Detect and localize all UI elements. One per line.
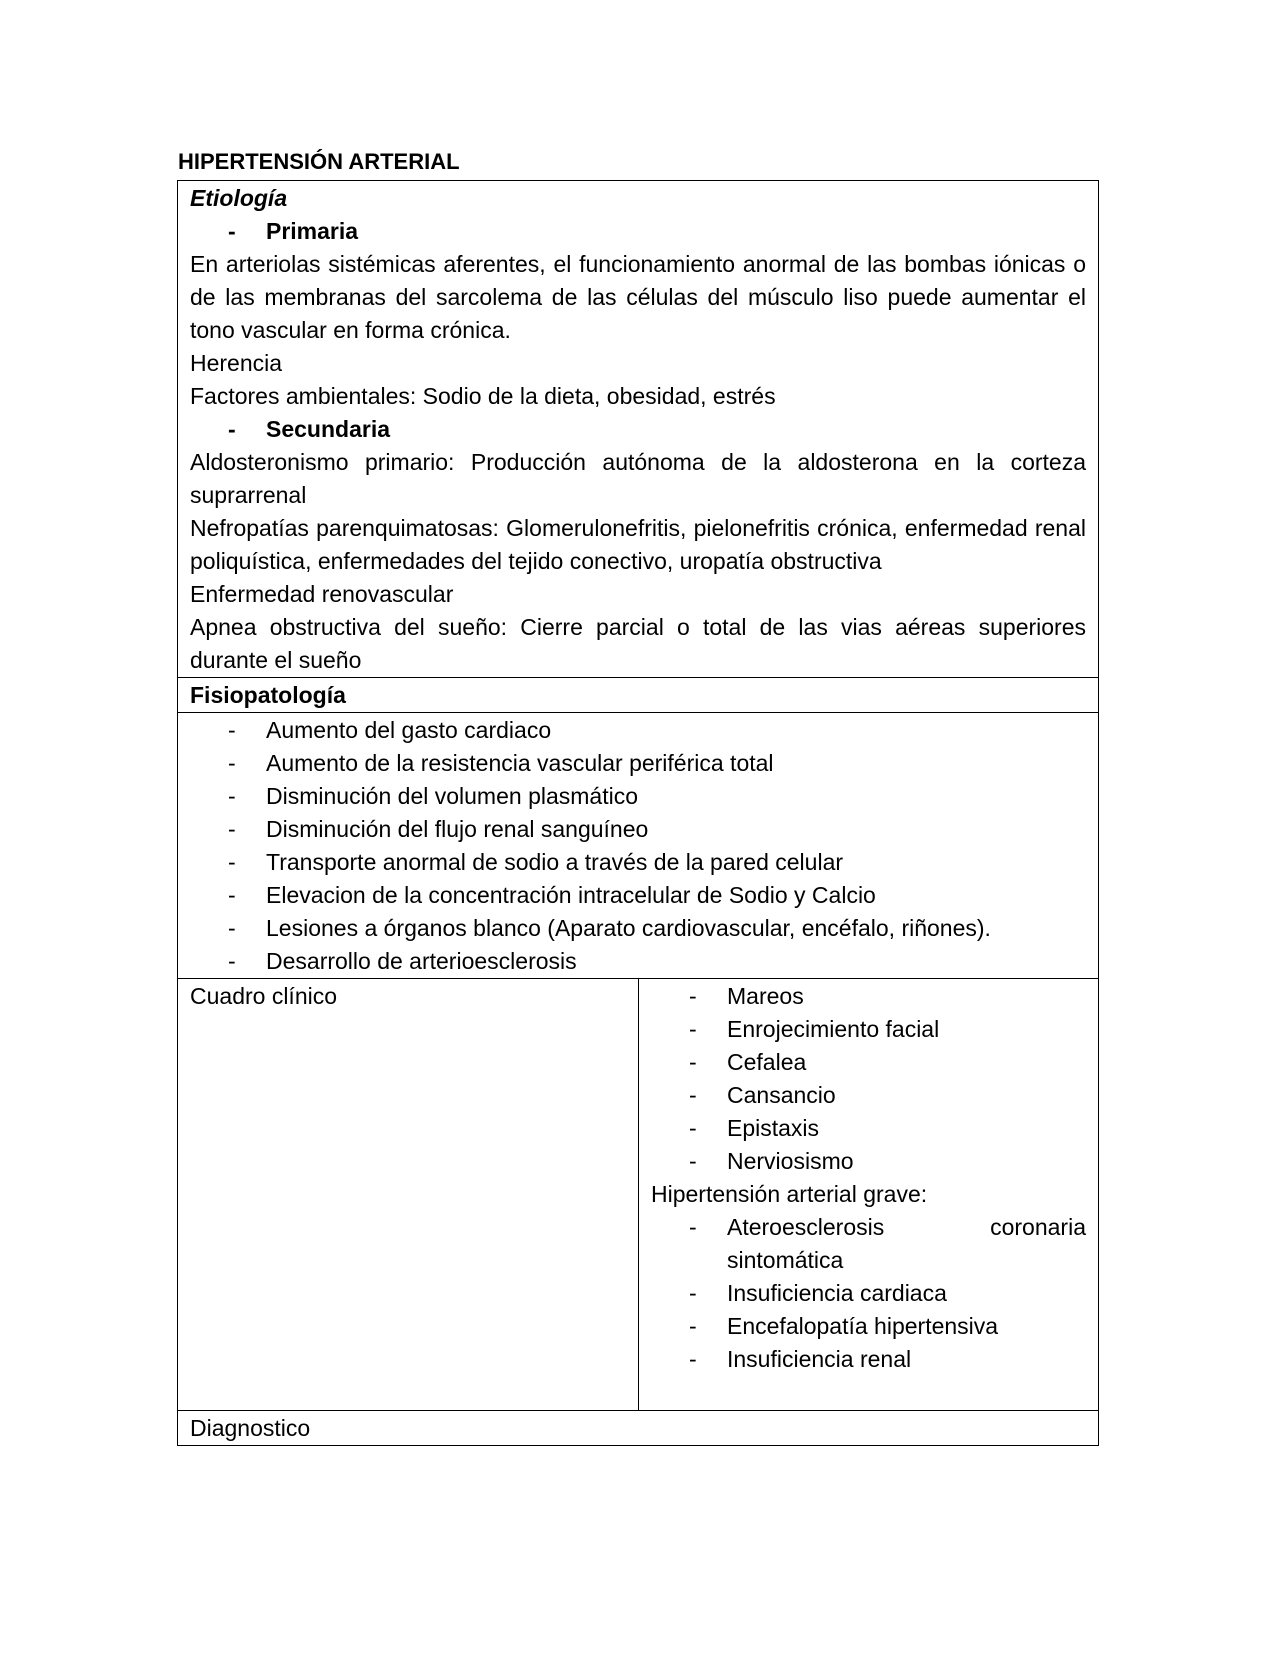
primaria-subheading [190,215,1086,248]
cuadro-clinico-row [178,979,1099,1411]
bullet-dash: - [689,1115,697,1141]
list-item-text: Aumento del gasto cardiaco [266,717,552,743]
cuadro-clinico-list [639,979,1099,1411]
list-item-text: Mareos [727,983,804,1009]
bullet-dash: - [689,1313,697,1339]
bullet-dash: - [228,717,236,743]
primaria-line: Factores ambientales: Sodio de la dieta, obesidad, estrés [190,383,776,409]
fisiopatologia-list [178,713,1099,979]
bullet-dash: - [228,816,236,842]
list-item [190,879,1086,912]
bullet-dash: - [228,915,236,941]
list-item [651,1112,1086,1145]
list-item-text: Encefalopatía hipertensiva [727,1313,999,1339]
bullet-dash: - [228,750,236,776]
etiologia-cell [178,181,1099,678]
secundaria-label: Secundaria [266,416,390,442]
list-item-text: Nerviosismo [727,1148,854,1174]
secundaria-subheading [190,413,1086,446]
fisiopatologia-heading: Fisiopatología [178,678,1099,713]
bullet-dash: - [689,983,697,1009]
bullet-dash: - [689,1082,697,1108]
list-item-text: Transporte anormal de sodio a través de la pared celular [266,849,844,875]
content-table [177,180,1099,1446]
bullet-dash: - [228,948,236,974]
list-item [651,1343,1086,1376]
list-item [190,747,1086,780]
etiologia-row [178,181,1099,678]
list-item-text: Enrojecimiento facial [727,1016,940,1042]
list-item-text: Cansancio [727,1082,836,1108]
list-item [190,714,1086,747]
primaria-label: Primaria [266,218,359,244]
cuadro-clinico-heading: Cuadro clínico [178,979,639,1411]
diagnostico-row [178,1411,1099,1446]
bullet-dash: - [228,416,236,442]
grave-label: Hipertensión arterial grave: [651,1181,928,1207]
list-item [190,846,1086,879]
list-item-text: Lesiones a órganos blanco (Aparato cardiovascular, encéfalo, riñones). [266,915,991,941]
list-item-text: Desarrollo de arterioesclerosis [266,948,577,974]
primaria-paragraph: En arteriolas sistémicas aferentes, el funcionamiento anormal de las bombas iónicas o de las membranas del sarcolema de las células del músculo liso puede aumentar el tono vascular en forma crónica. [190,251,1086,343]
bullet-dash: - [689,1280,697,1306]
list-item-text: Insuficiencia cardiaca [727,1280,947,1306]
list-item-text: Disminución del flujo renal sanguíneo [266,816,649,842]
bullet-dash: - [689,1214,697,1240]
list-item [651,1310,1086,1343]
list-item [651,1013,1086,1046]
list-item-text: Epistaxis [727,1115,820,1141]
bullet-dash: - [689,1346,697,1372]
list-item-text: Elevacion de la concentración intracelular de Sodio y Calcio [266,882,876,908]
list-item-text: Ateroesclerosis coronaria sintomática [727,1214,1086,1273]
secundaria-line: Aldosteronismo primario: Producción autónoma de la aldosterona en la corteza suprarrenal [190,449,1086,508]
fisiopatologia-heading-row [178,678,1099,713]
secundaria-line: Apnea obstructiva del sueño: Cierre parcial o total de las vias aéreas superiores durante el sueño [190,614,1086,673]
page-title: HIPERTENSIÓN ARTERIAL [178,149,460,174]
primaria-line: Herencia [190,350,283,376]
list-item-text: Insuficiencia renal [727,1346,912,1372]
secundaria-line: Enfermedad renovascular [190,581,454,607]
list-item-text: Cefalea [727,1049,807,1075]
list-item [651,1211,1086,1277]
list-item [190,813,1086,846]
bullet-dash: - [228,218,236,244]
list-item-text: Aumento de la resistencia vascular periférica total [266,750,774,776]
diagnostico-heading: Diagnostico [178,1411,1099,1446]
list-item [651,1145,1086,1178]
list-item [190,912,1086,945]
bullet-dash: - [228,882,236,908]
list-item [190,945,1086,978]
bullet-dash: - [689,1016,697,1042]
list-item [190,780,1086,813]
bullet-dash: - [228,849,236,875]
bullet-dash: - [689,1148,697,1174]
list-item [651,980,1086,1013]
list-item [651,1079,1086,1112]
bullet-dash: - [228,783,236,809]
secundaria-line: Nefropatías parenquimatosas: Glomerulonefritis, pielonefritis crónica, enfermedad renal poliquística, enfermedades del tejido conectivo, uropatía obstructiva [190,515,1086,574]
list-item [651,1046,1086,1079]
etiologia-heading: Etiología [190,185,288,211]
list-item-text: Disminución del volumen plasmático [266,783,638,809]
bullet-dash: - [689,1049,697,1075]
fisiopatologia-row [178,713,1099,979]
list-item [651,1277,1086,1310]
